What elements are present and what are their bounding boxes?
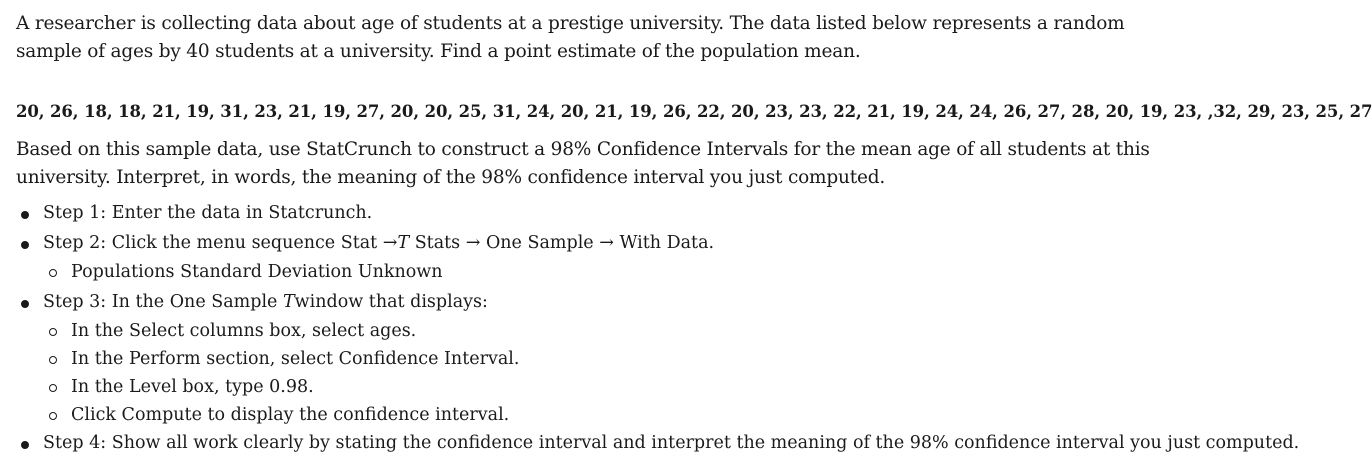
age-data-list: 20, 26, 18, 18, 21, 19, 31, 23, 21, 19, 27, 20, 20, 25, 31, 24, 20, 21, 19, 26, 22, 20, 23, 23, 22, 21, 19, 24, 24, 26, 27, 28, 20, 19, 23, ,32, 29, 23, 25, 27 xyxy=(16,102,1372,121)
bullet-icon xyxy=(21,441,29,449)
step-2-sub-1-text: Populations Standard Deviation Unknown xyxy=(71,262,443,282)
step-3-suffix: window that displays: xyxy=(294,292,488,312)
step-4-text: Step 4: Show all work clearly by stating the confidence interval and interpret the meaning of the 98% confidence interval you just computed. xyxy=(43,433,1300,453)
circle-bullet-icon xyxy=(49,356,57,364)
step-3-text xyxy=(43,292,488,312)
step-1-text: Step 1: Enter the data in Statcrunch. xyxy=(43,203,373,223)
circle-bullet-icon xyxy=(49,384,57,392)
circle-bullet-icon xyxy=(49,269,57,277)
circle-bullet-icon xyxy=(49,328,57,336)
step-2-suffix: Stats → One Sample → With Data. xyxy=(409,233,715,253)
bullet-icon xyxy=(21,300,29,308)
step-3-sub-1-text: In the Select columns box, select ages. xyxy=(71,321,417,341)
step-2-text xyxy=(43,233,714,253)
document xyxy=(16,10,1372,453)
step-3-sub-3-text: In the Level box, type 0.98. xyxy=(71,377,314,397)
circle-bullet-icon xyxy=(49,412,57,420)
step-3-sub-2-text: In the Perform section, select Confidence Interval. xyxy=(71,349,520,369)
bullet-icon xyxy=(21,241,29,249)
step-3-t: T xyxy=(282,292,295,312)
bullet-icon xyxy=(21,211,29,219)
step-2-t: T xyxy=(397,233,410,253)
step-3-prefix: Step 3: In the One Sample xyxy=(43,292,283,312)
step-2-prefix: Step 2: Click the menu sequence Stat → xyxy=(43,233,398,253)
step-3-sub-4-text: Click Compute to display the confidence interval. xyxy=(71,405,510,425)
question-paragraph: Based on this sample data, use StatCrunch to construct a 98% Confidence Intervals for the mean age of all students at this university. Interpret, in words, the meaning of the 98% confidence interval you just computed. xyxy=(16,139,1150,188)
intro-paragraph: A researcher is collecting data about age of students at a prestige university. The data listed below represents a random sample of ages by 40 students at a university. Find a point estimate of the population mean. xyxy=(16,13,1125,62)
